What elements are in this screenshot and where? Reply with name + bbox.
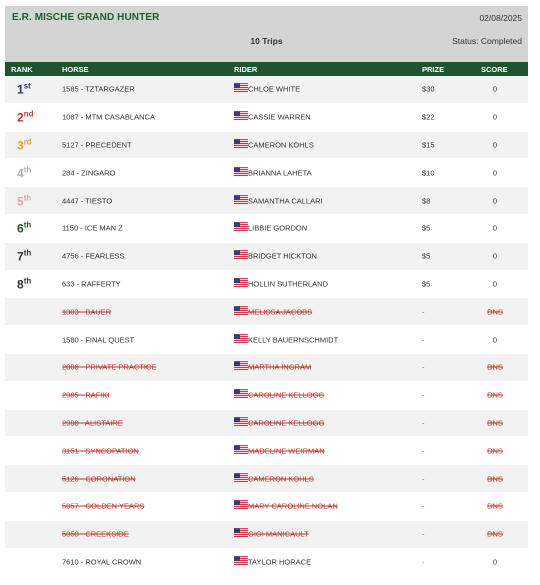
score-value: 0 bbox=[492, 223, 498, 233]
score-value: 0 bbox=[492, 84, 498, 94]
rank-number: 7 bbox=[17, 249, 24, 264]
prize-value: $10 bbox=[422, 168, 435, 178]
table-row[interactable] bbox=[5, 354, 528, 382]
table-row[interactable] bbox=[5, 271, 528, 299]
us-flag-icon bbox=[234, 278, 248, 287]
table-header bbox=[5, 62, 528, 76]
us-flag-icon bbox=[234, 334, 248, 343]
prize-value: - bbox=[422, 501, 425, 511]
rank-label bbox=[17, 249, 31, 264]
prize-value: - bbox=[422, 557, 425, 567]
rider-name[interactable]: CAMERON KOHLS bbox=[248, 140, 314, 150]
score-value: 0 bbox=[492, 140, 498, 150]
rank-suffix: nd bbox=[23, 109, 34, 119]
horse-name[interactable]: 4756 - FEARLESS bbox=[62, 251, 125, 261]
us-flag-icon bbox=[234, 389, 248, 398]
table-row[interactable] bbox=[5, 132, 528, 160]
rider-name[interactable]: KELLY BAUERNSCHMIDT bbox=[248, 335, 339, 345]
table-row[interactable] bbox=[5, 159, 528, 187]
score-value: 0 bbox=[492, 279, 498, 289]
rank-label bbox=[17, 193, 31, 208]
horse-name[interactable]: 284 - ZINGARO bbox=[62, 168, 116, 178]
prize-value: $8 bbox=[422, 196, 431, 206]
us-flag-icon bbox=[234, 111, 248, 120]
rank-label bbox=[17, 221, 31, 236]
us-flag-icon bbox=[234, 528, 248, 537]
us-flag-icon bbox=[234, 556, 248, 565]
table-row[interactable] bbox=[5, 187, 528, 215]
rider-name[interactable]: GIGI MANICAULT bbox=[248, 529, 309, 539]
col-rider: RIDER bbox=[234, 65, 258, 74]
rider-name[interactable]: BRIDGET HICKTON bbox=[248, 251, 317, 261]
class-date: 02/08/2025 bbox=[479, 13, 522, 23]
table-row[interactable] bbox=[5, 298, 528, 326]
score-value: 0 bbox=[492, 335, 498, 345]
prize-value: - bbox=[422, 446, 425, 456]
table-row[interactable] bbox=[5, 410, 528, 438]
table-row[interactable] bbox=[5, 382, 528, 410]
rider-name[interactable]: HOLLIN SUTHERLAND bbox=[248, 279, 329, 289]
rank-number: 1 bbox=[17, 82, 24, 97]
prize-value: $15 bbox=[422, 140, 435, 150]
trip-count: 10 Trips bbox=[250, 36, 283, 46]
horse-name[interactable]: 633 - RAFFERTY bbox=[62, 279, 121, 289]
us-flag-icon bbox=[234, 167, 248, 176]
table-row[interactable] bbox=[5, 549, 528, 577]
rider-name[interactable]: CAROLINE KELLOGG bbox=[248, 418, 325, 428]
us-flag-icon bbox=[234, 417, 248, 426]
score-value: DNS bbox=[487, 390, 503, 400]
score-value: 0 bbox=[492, 251, 498, 261]
horse-name[interactable]: 1087 - MTM CASABLANCA bbox=[62, 112, 155, 122]
results-table-body bbox=[5, 76, 528, 576]
table-row[interactable] bbox=[5, 465, 528, 493]
us-flag-icon bbox=[234, 250, 248, 259]
score-value: DNS bbox=[487, 307, 503, 317]
horse-name[interactable]: 1303 - BAUER bbox=[62, 307, 112, 317]
horse-name[interactable]: 2006 - PRIVATE PRACTICE bbox=[62, 362, 157, 372]
us-flag-icon bbox=[234, 139, 248, 148]
us-flag-icon bbox=[234, 445, 248, 454]
table-row[interactable] bbox=[5, 521, 528, 549]
horse-name[interactable]: 3151 - SYNCOPATION bbox=[62, 446, 139, 456]
us-flag-icon bbox=[234, 223, 248, 232]
horse-name[interactable]: 1585 - TZTARGAZER bbox=[62, 84, 135, 94]
horse-name[interactable]: 1580 - FINAL QUEST bbox=[62, 335, 135, 345]
prize-value: $5 bbox=[422, 279, 431, 289]
rank-suffix: th bbox=[23, 165, 32, 175]
rider-name[interactable]: SAMANTHA CALLARI bbox=[248, 196, 323, 206]
prize-value: $5 bbox=[422, 251, 431, 261]
rider-name[interactable]: MARY CAROLINE NOLAN bbox=[248, 501, 338, 511]
horse-name[interactable]: 2985 - RAFIKI bbox=[62, 390, 110, 400]
rank-number: 3 bbox=[17, 138, 24, 153]
prize-value: - bbox=[422, 335, 425, 345]
score-value: DNS bbox=[487, 529, 503, 539]
score-value: 0 bbox=[492, 168, 498, 178]
horse-name[interactable]: 2988 - ALISTAIRE bbox=[62, 418, 123, 428]
rider-name[interactable]: CAROLINE KELLOGG bbox=[248, 390, 325, 400]
horse-name[interactable]: 5858 - CREEKSIDE bbox=[62, 529, 129, 539]
rank-label bbox=[17, 137, 32, 152]
rank-number: 5 bbox=[17, 194, 24, 209]
rank-label bbox=[17, 82, 31, 97]
table-row[interactable] bbox=[5, 104, 528, 132]
col-horse: HORSE bbox=[62, 65, 89, 74]
horse-name[interactable]: 5126 - CORONATION bbox=[62, 474, 136, 484]
rider-name[interactable]: MARTHA INGRAM bbox=[248, 362, 312, 372]
prize-value: - bbox=[422, 307, 425, 317]
horse-name[interactable]: 5857 - GOLDEN YEARS bbox=[62, 501, 145, 511]
table-row[interactable] bbox=[5, 243, 528, 271]
class-header bbox=[5, 6, 528, 62]
col-prize: PRIZE bbox=[422, 65, 445, 74]
rank-label bbox=[17, 110, 33, 125]
rider-name[interactable]: CHLOE WHITE bbox=[248, 84, 301, 94]
prize-value: $5 bbox=[422, 223, 431, 233]
score-value: 0 bbox=[492, 557, 498, 567]
horse-name[interactable]: 4447 - TIESTO bbox=[62, 196, 113, 206]
rank-label bbox=[17, 276, 31, 291]
rank-number: 4 bbox=[17, 166, 24, 181]
rider-name[interactable]: MELISSA JACOBS bbox=[248, 307, 313, 317]
results-panel bbox=[5, 6, 528, 576]
table-row[interactable] bbox=[5, 215, 528, 243]
class-status: Status: Completed bbox=[452, 36, 522, 46]
horse-name[interactable]: 5127 - PRECEDENT bbox=[62, 140, 132, 150]
rank-suffix: th bbox=[23, 248, 32, 258]
us-flag-icon bbox=[234, 362, 248, 371]
rank-suffix: st bbox=[23, 81, 31, 91]
table-row[interactable] bbox=[5, 437, 528, 465]
score-value: 0 bbox=[492, 112, 498, 122]
rank-number: 2 bbox=[17, 110, 24, 125]
rank-suffix: th bbox=[23, 220, 32, 230]
col-score: SCORE bbox=[481, 65, 508, 74]
horse-name[interactable]: 1150 - ICE MAN Z bbox=[62, 223, 123, 233]
prize-value: - bbox=[422, 529, 425, 539]
table-row[interactable] bbox=[5, 326, 528, 354]
us-flag-icon bbox=[234, 306, 248, 315]
rank-number: 8 bbox=[17, 277, 24, 292]
score-value: DNS bbox=[487, 474, 503, 484]
score-value: DNS bbox=[487, 446, 503, 456]
horse-name[interactable]: 7610 - ROYAL CROWN bbox=[62, 557, 142, 567]
rider-name[interactable]: BRIANNA LAHETA bbox=[248, 168, 312, 178]
score-value: 0 bbox=[492, 196, 498, 206]
table-row[interactable] bbox=[5, 493, 528, 521]
prize-value: - bbox=[422, 390, 425, 400]
prize-value: - bbox=[422, 418, 425, 428]
prize-value: $22 bbox=[422, 112, 435, 122]
rank-suffix: th bbox=[23, 276, 32, 286]
rank-suffix: th bbox=[23, 193, 32, 203]
prize-value: - bbox=[422, 362, 425, 372]
class-title: E.R. MISCHE GRAND HUNTER bbox=[12, 12, 160, 23]
score-value: DNS bbox=[487, 418, 503, 428]
score-value: DNS bbox=[487, 501, 503, 511]
us-flag-icon bbox=[234, 195, 248, 204]
rank-label bbox=[17, 165, 31, 180]
us-flag-icon bbox=[234, 84, 248, 93]
table-row[interactable] bbox=[5, 76, 528, 104]
rider-name[interactable]: CAMERON KOHLS bbox=[248, 474, 314, 484]
us-flag-icon bbox=[234, 473, 248, 482]
prize-value: $30 bbox=[422, 84, 435, 94]
rider-name[interactable]: CASSIE WARREN bbox=[248, 112, 311, 122]
rider-name[interactable]: MADELINE WEIRMAN bbox=[248, 446, 325, 456]
prize-value: - bbox=[422, 474, 425, 484]
us-flag-icon bbox=[234, 500, 248, 509]
score-value: DNS bbox=[487, 362, 503, 372]
rank-number: 6 bbox=[17, 221, 24, 236]
col-rank: RANK bbox=[11, 65, 33, 74]
rider-name[interactable]: LIBBIE GORDON bbox=[248, 223, 308, 233]
rider-name[interactable]: TAYLOR HORACE bbox=[248, 557, 312, 567]
rank-suffix: rd bbox=[23, 137, 32, 147]
